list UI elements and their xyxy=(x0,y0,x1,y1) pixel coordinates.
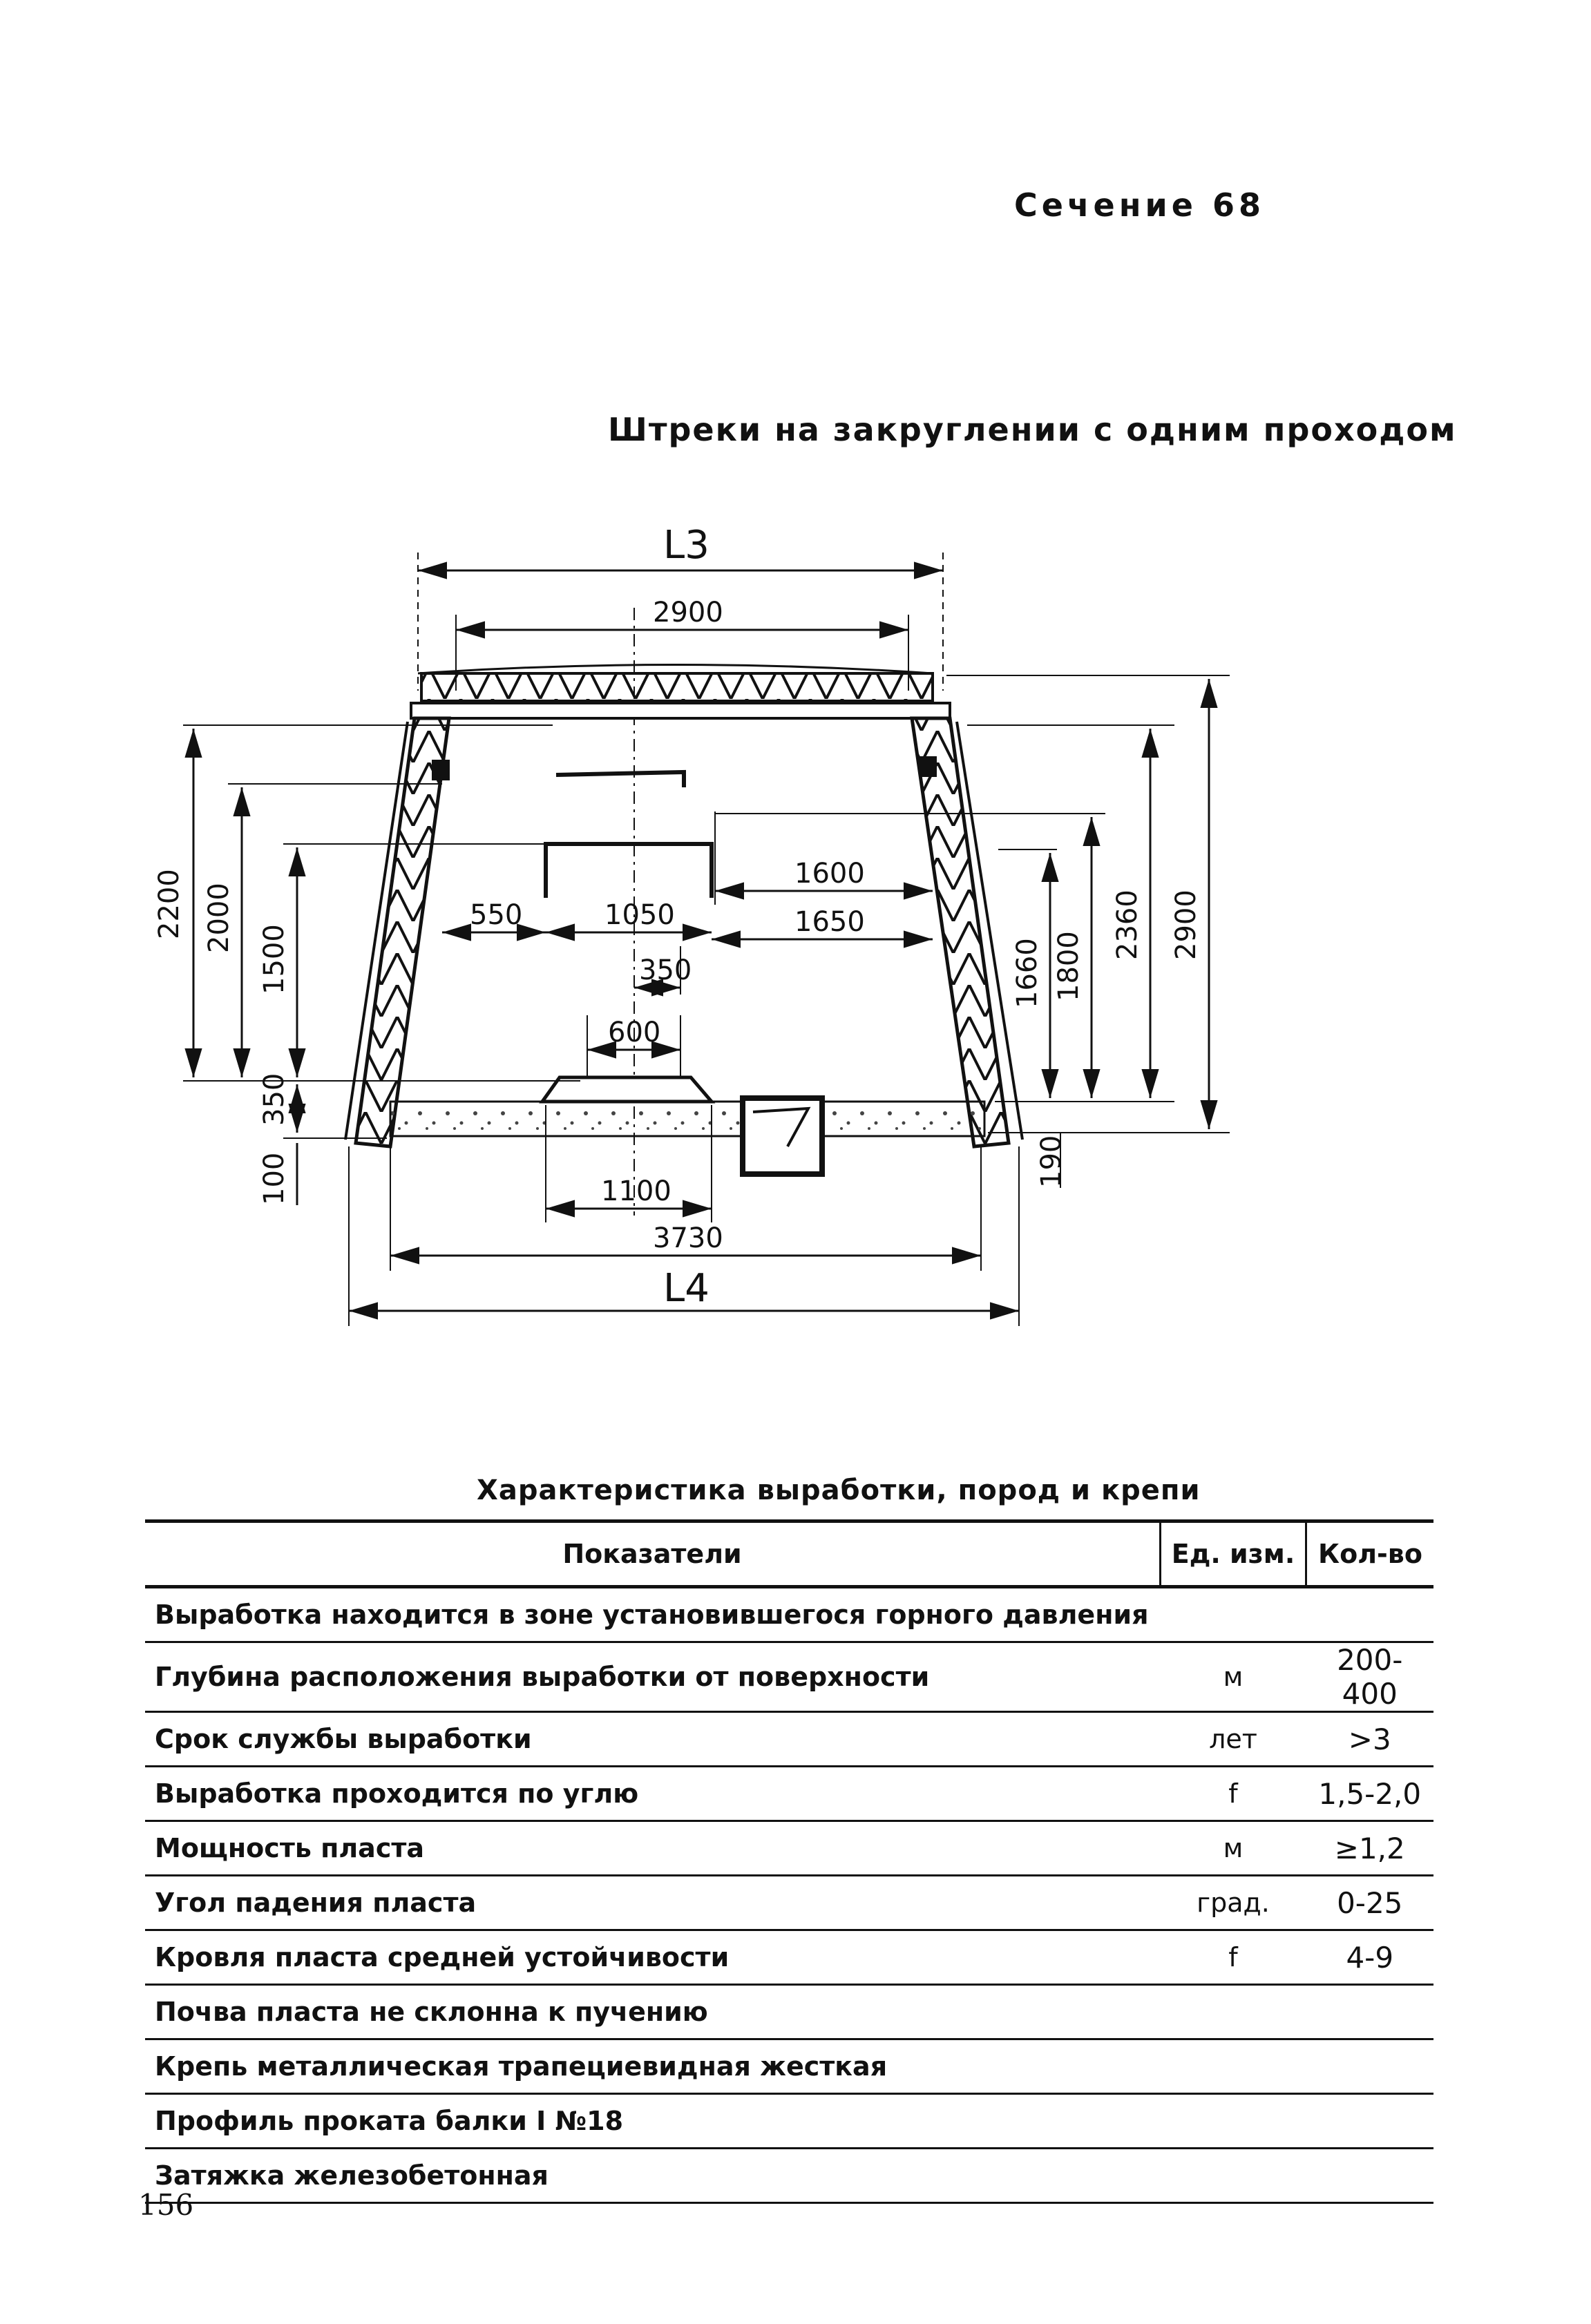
row-name: Выработка проходится по углю xyxy=(145,1767,1161,1821)
label-350-inner: 350 xyxy=(639,954,692,986)
row-qty: 1,5-2,0 xyxy=(1306,1767,1434,1821)
pipe-bracket xyxy=(556,772,684,787)
row-unit: лет xyxy=(1161,1712,1306,1767)
table-header-row xyxy=(145,1521,1433,1587)
label-l3: L3 xyxy=(663,523,709,568)
row-qty xyxy=(1306,1587,1434,1642)
label-1650: 1650 xyxy=(794,906,865,938)
table-title: Характеристика выработки, пород и крепи xyxy=(477,1475,1201,1506)
table-row xyxy=(145,1642,1433,1712)
label-3730: 3730 xyxy=(653,1222,723,1254)
header-quantity: Кол-во xyxy=(1306,1521,1434,1587)
row-unit: f xyxy=(1161,1930,1306,1985)
table-row xyxy=(145,2149,1433,2203)
label-100: 100 xyxy=(258,1152,290,1205)
row-qty xyxy=(1306,1985,1434,2039)
label-600: 600 xyxy=(608,1017,661,1048)
row-name: Глубина расположения выработки от поверхности xyxy=(145,1642,1161,1712)
row-unit xyxy=(1161,2149,1306,2203)
row-unit xyxy=(1161,2039,1306,2094)
drawing-title: Штреки на закруглении с одним проходом xyxy=(608,411,1457,448)
table-row xyxy=(145,2094,1433,2149)
bottom-dimensions xyxy=(349,1105,1019,1326)
row-name: Профиль проката балки I №18 xyxy=(145,2094,1161,2149)
label-2360: 2360 xyxy=(1112,890,1143,960)
row-unit xyxy=(1161,1587,1306,1642)
label-1050: 1050 xyxy=(604,899,675,931)
row-qty xyxy=(1306,2039,1434,2094)
table-row xyxy=(145,1712,1433,1767)
row-unit: м xyxy=(1161,1821,1306,1876)
table-row xyxy=(145,1985,1433,2039)
label-1600: 1600 xyxy=(794,858,865,890)
row-name: Крепь металлическая трапециевидная жесткая xyxy=(145,2039,1161,2094)
equipment-outline xyxy=(546,844,712,898)
row-name: Выработка находится в зоне установившегося горного давления xyxy=(145,1587,1161,1642)
label-1660: 1660 xyxy=(1011,938,1043,1008)
table-row xyxy=(145,1821,1433,1876)
label-350-left: 350 xyxy=(258,1073,290,1126)
label-2900: 2900 xyxy=(653,597,723,628)
row-name: Затяжка железобетонная xyxy=(145,2149,1161,2203)
label-2000: 2000 xyxy=(203,883,235,953)
label-1100: 1100 xyxy=(601,1175,671,1207)
header-indicators: Показатели xyxy=(145,1521,1161,1587)
label-550: 550 xyxy=(470,899,523,931)
label-2900-right: 2900 xyxy=(1170,890,1202,960)
row-unit: f xyxy=(1161,1767,1306,1821)
row-name: Мощность пласта xyxy=(145,1821,1161,1876)
label-190: 190 xyxy=(1036,1135,1067,1188)
row-qty xyxy=(1306,2094,1434,2149)
row-name: Срок службы выработки xyxy=(145,1712,1161,1767)
row-name: Кровля пласта средней устойчивости xyxy=(145,1930,1161,1985)
table-row xyxy=(145,2039,1433,2094)
row-qty: 0-25 xyxy=(1306,1876,1434,1930)
right-leg xyxy=(912,718,1022,1146)
page-number: 156 xyxy=(138,2188,194,2222)
row-name: Угол падения пласта xyxy=(145,1876,1161,1930)
row-unit: м xyxy=(1161,1642,1306,1712)
row-qty xyxy=(1306,2149,1434,2203)
table-row xyxy=(145,1876,1433,1930)
table-row xyxy=(145,1767,1433,1821)
row-unit xyxy=(1161,1985,1306,2039)
header-unit: Ед. изм. xyxy=(1161,1521,1306,1587)
label-1800: 1800 xyxy=(1053,931,1085,1001)
label-l4: L4 xyxy=(663,1266,709,1311)
row-qty: >3 xyxy=(1306,1712,1434,1767)
row-qty: 4-9 xyxy=(1306,1930,1434,1985)
floor-ballast xyxy=(390,1077,984,1174)
label-2200: 2200 xyxy=(153,869,185,939)
table-row xyxy=(145,1587,1433,1642)
row-name: Почва пласта не склонна к пучению xyxy=(145,1985,1161,2039)
label-1500: 1500 xyxy=(258,924,290,995)
characteristics-table xyxy=(145,1519,1433,2204)
row-unit xyxy=(1161,2094,1306,2149)
top-beam xyxy=(411,665,950,719)
section-title: Сечение 68 xyxy=(1014,186,1265,224)
left-leg xyxy=(345,718,450,1146)
row-qty: ≥1,2 xyxy=(1306,1821,1434,1876)
row-unit: град. xyxy=(1161,1876,1306,1930)
table-row xyxy=(145,1930,1433,1985)
row-qty: 200-400 xyxy=(1306,1642,1434,1712)
